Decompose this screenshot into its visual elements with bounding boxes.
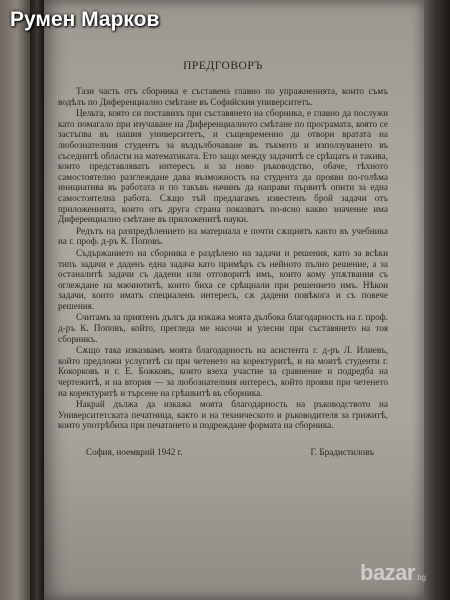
book-cover-edge [424,0,450,600]
preface-paragraph: Сѫщо така изказвамъ моята благодарность на асистента г. д-ръ Л. Илиевъ, който предложи услугитѣ си при четенето на коректуритѣ, и на моитѣ студенти г. Кокорковъ и г. Е. Божковъ, които взеха участие за сравнение и подредба на чертежитѣ, и на втория — за любознателния интересъ, който прояви при четенето на коректуритѣ и търсене на грѣшкитѣ въ сборника. [58,345,388,398]
logo-wordmark: bazar [360,560,415,585]
preface-paragraph: Накрай дължа да изкажа моята благодарность на ръководството на Университетската печатница, както и на техническото и ръководителя за грижитѣ, които употрѣбиха при печатането и подреждане формата на сборника. [58,399,388,431]
adjacent-page-edge [0,0,30,600]
preface-paragraph: Считамъ за приятенъ дългъ да изкажа моята дълбока благодарность на г. проф. д-ръ К. Поповъ, който, прегледа ме насочи и улесни при съставянето на тоя сборникъ. [58,312,388,344]
preface-text-block [58,60,388,457]
preface-paragraph: Редътъ на разпредѣлението на материала е почти сѫщиятъ както въ учебника на г. проф. д-ръ К. Поповъ. [58,225,388,247]
preface-title: ПРЕДГОВОРЪ [183,60,263,72]
preface-paragraph: Цельта, която си поставихъ при съставянето на сборника, е главно да послужи като помагало при изучаване на Диференциалното смѣтане по програмата, която се застъпва въ нашия университетъ, и същевременно да отвори вратата на любознателния студентъ за въздълбочаване въ тъкмото и използуването въ съседнитѣ области на математиката. Ето защо между задачитѣ се срѣщатъ и такива, които представляватъ интересъ и за ново ръководство, обаче, тѣхното самостоятелно разглеждане дава възможность на студента да прояви по-голѣма инициатива въ работата и по такъвъ начинъ да направи първитѣ опити за една самостоятелна работа. Сѫщо тъй предлагамъ известенъ брой задачи отъ приложенията, които отъ друга страна показватъ по-ясно какво значение има Диференциално смѣтане въ приложенитѣ науки. [58,108,388,225]
book-spine [30,0,44,600]
preface-signoff [58,447,388,457]
logo-tld: .bg [414,573,427,582]
preface-paragraph: Съдържанието на сборника е раздѣлено на задачи и решения, като за всѣки типъ задачи е даденъ една задача като примѣръ съ нейното пълно решение, а за останалитѣ задачи съ дадени или отговоритѣ имъ, които кому упѫтвания съ оглеждане на мжчнотитѣ, които биха се срѣщнали при решението имъ. Нѣкои задачи, които иматъ специаленъ интересъ, сѫ дадени повѣкога и съ повече решения. [58,247,388,311]
author-name: Г. Брадистиловъ [310,447,374,457]
seller-watermark: Румен Марков [10,8,160,31]
preface-paragraph: Тази часть отъ сборника е съставена главно по упражненията, които съмъ водѣлъ по Диференциално смѣтане въ Софийския университетъ. [58,86,388,107]
bazar-logo [360,560,448,590]
place-date: София, ноемврий 1942 г. [86,447,183,457]
